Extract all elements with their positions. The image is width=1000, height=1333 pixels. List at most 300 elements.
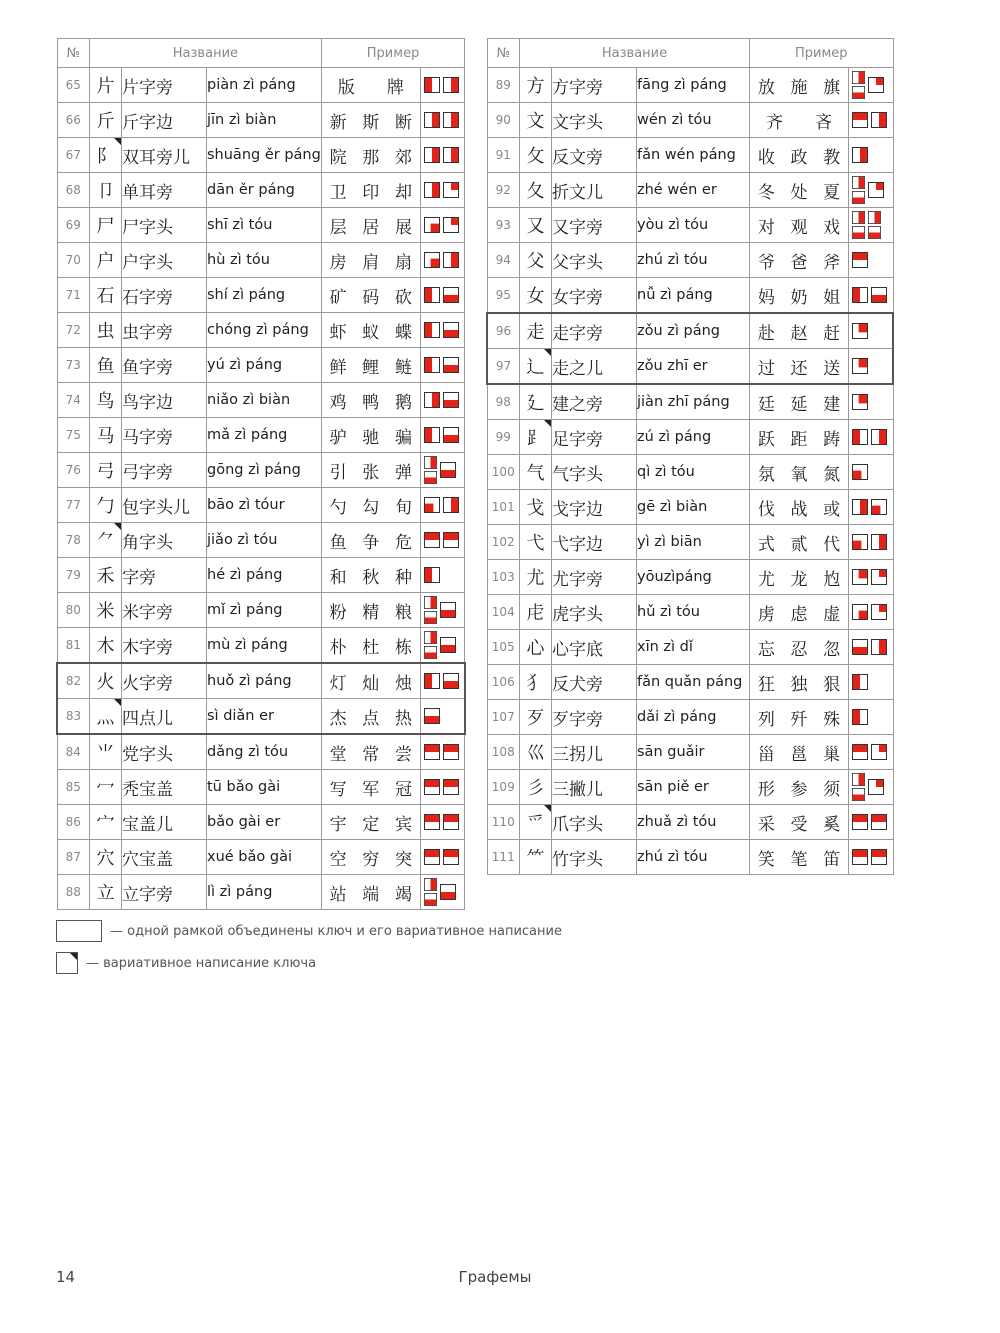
example-char: 伐 — [757, 499, 775, 520]
radical-key: 走 — [520, 313, 552, 349]
row-number: 106 — [487, 665, 520, 700]
example-char: 宇 — [329, 814, 347, 835]
row-number: 76 — [57, 453, 90, 488]
example-char: 斧 — [823, 252, 841, 273]
radical-pinyin: zhuǎ zì tóu — [637, 805, 750, 840]
radical-pinyin: hé zì páng — [207, 558, 322, 593]
structure-icon — [852, 287, 868, 303]
table-row — [487, 278, 893, 314]
example-char: 妈 — [757, 287, 775, 308]
radical-key: 穴 — [90, 840, 122, 875]
radical-key: 犭 — [520, 665, 552, 700]
row-number: 89 — [487, 68, 520, 103]
example-char: 忍 — [790, 639, 808, 660]
radical-pinyin: mù zì páng — [207, 628, 322, 664]
row-number: 67 — [57, 138, 90, 173]
example-char: 奚 — [823, 814, 841, 835]
radical-name: 竹字头 — [552, 840, 637, 875]
structure-icons-cell — [420, 734, 465, 770]
example-char: 驰 — [362, 427, 380, 448]
row-number: 72 — [57, 313, 90, 348]
example-char: 收 — [757, 147, 775, 168]
examples-cell — [750, 420, 849, 455]
table-row — [57, 208, 465, 243]
example-char: 常 — [362, 744, 380, 765]
example-char: 端 — [362, 884, 380, 905]
structure-icon — [424, 497, 440, 513]
example-char: 甾 — [757, 744, 775, 765]
table-row — [487, 313, 893, 349]
structure-icon — [424, 77, 440, 93]
example-char: 军 — [362, 779, 380, 800]
example-char: 突 — [394, 849, 412, 870]
structure-icon — [852, 674, 868, 690]
examples-cell — [750, 490, 849, 525]
radical-key: 鱼 — [90, 348, 122, 383]
radical-name: 石字旁 — [122, 278, 207, 313]
structure-icons-cell — [849, 243, 894, 278]
structure-icons-cell — [849, 525, 894, 560]
structure-icon — [424, 567, 440, 583]
radical-pinyin: huǒ zì páng — [207, 663, 322, 699]
examples-cell — [750, 455, 849, 490]
radical-key: 马 — [90, 418, 122, 453]
structure-icon — [424, 322, 440, 338]
radical-key: ⺈ — [90, 523, 122, 558]
example-char: 采 — [757, 814, 775, 835]
row-number: 109 — [487, 770, 520, 805]
examples-cell — [750, 384, 849, 420]
structure-icon — [852, 709, 868, 725]
legend-frame — [56, 920, 562, 942]
radical-key: 灬 — [90, 699, 122, 735]
structure-icon — [852, 773, 865, 786]
radical-name: 四点儿 — [122, 699, 207, 735]
structure-icons-cell — [420, 103, 465, 138]
example-char: 烛 — [394, 673, 412, 694]
radical-key: 文 — [520, 103, 552, 138]
structure-icon — [443, 147, 459, 163]
row-number: 88 — [57, 875, 90, 910]
example-char: 尥 — [823, 569, 841, 590]
radical-key: 爫 — [520, 805, 552, 840]
row-number: 71 — [57, 278, 90, 313]
radical-key: 攵 — [520, 138, 552, 173]
example-char: 尤 — [757, 569, 775, 590]
examples-cell — [321, 628, 420, 664]
example-char: 危 — [394, 532, 412, 553]
example-char: 驴 — [329, 427, 347, 448]
structure-icon — [424, 357, 440, 373]
structure-icons-cell — [420, 138, 465, 173]
table-row — [57, 840, 465, 875]
radical-key: 火 — [90, 663, 122, 699]
structure-icon — [443, 392, 459, 408]
table-row — [57, 68, 465, 103]
row-number: 80 — [57, 593, 90, 628]
row-number: 70 — [57, 243, 90, 278]
example-char: 点 — [362, 708, 380, 729]
structure-icons-cell — [420, 593, 465, 628]
example-char: 冬 — [757, 182, 775, 203]
row-number: 73 — [57, 348, 90, 383]
radical-pinyin: niǎo zì biàn — [207, 383, 322, 418]
structure-icons-cell — [420, 770, 465, 805]
radical-pinyin: zǒu zhī er — [637, 349, 750, 385]
table-row — [57, 875, 465, 910]
row-number: 65 — [57, 68, 90, 103]
structure-icon — [443, 112, 459, 128]
radical-key: 虍 — [520, 595, 552, 630]
examples-cell — [750, 840, 849, 875]
radical-name: 米字旁 — [122, 593, 207, 628]
table-row — [57, 523, 465, 558]
table-row — [487, 455, 893, 490]
radical-name: 单耳旁 — [122, 173, 207, 208]
radical-name: 女字旁 — [552, 278, 637, 314]
table-row — [487, 770, 893, 805]
structure-icon — [443, 744, 459, 760]
radical-name: 党字头 — [122, 734, 207, 770]
example-char: 邕 — [790, 744, 808, 765]
structure-icon-stack — [424, 878, 437, 906]
structure-icon — [852, 252, 868, 268]
structure-icons-cell — [420, 558, 465, 593]
radical-name: 建之旁 — [552, 384, 637, 420]
radical-name: 斤字边 — [122, 103, 207, 138]
row-number: 90 — [487, 103, 520, 138]
table-row — [57, 734, 465, 770]
radical-key: ⺮ — [520, 840, 552, 875]
row-number: 99 — [487, 420, 520, 455]
structure-icons-cell — [420, 278, 465, 313]
structure-icon — [440, 462, 456, 478]
radical-name: 弓字旁 — [122, 453, 207, 488]
structure-icons-cell — [420, 840, 465, 875]
table-row — [57, 103, 465, 138]
row-number: 82 — [57, 663, 90, 699]
radical-key: 冖 — [90, 770, 122, 805]
structure-icon — [852, 191, 865, 204]
structure-icon — [424, 427, 440, 443]
row-number: 111 — [487, 840, 520, 875]
structure-icon — [852, 71, 865, 84]
radical-key: ⻊ — [520, 420, 552, 455]
example-char: 那 — [362, 147, 380, 168]
structure-icon — [443, 322, 459, 338]
radical-pinyin: sān guǎir — [637, 735, 750, 770]
example-char: 版 — [337, 77, 355, 98]
example-char: 齐 — [766, 112, 783, 133]
radical-key: 尸 — [90, 208, 122, 243]
structure-icons-cell — [849, 349, 894, 385]
radical-name: 走之儿 — [552, 349, 637, 385]
structure-icon — [871, 499, 887, 515]
radical-name: 木字旁 — [122, 628, 207, 664]
structure-icons-cell — [420, 173, 465, 208]
row-number: 107 — [487, 700, 520, 735]
structure-icon — [852, 569, 868, 585]
legend-frame-box — [56, 920, 102, 942]
radical-name: 字旁 — [122, 558, 207, 593]
radical-pinyin: shí zì páng — [207, 278, 322, 313]
example-char: 殊 — [823, 709, 841, 730]
radical-name: 穴宝盖 — [122, 840, 207, 875]
radical-name: 双耳旁儿 — [122, 138, 207, 173]
example-char: 旗 — [823, 77, 841, 98]
example-char: 牌 — [386, 77, 404, 98]
example-char: 夏 — [823, 182, 841, 203]
structure-icons-cell — [420, 488, 465, 523]
example-char: 踌 — [823, 429, 841, 450]
radical-pinyin: xué bǎo gài — [207, 840, 322, 875]
structure-icons-cell — [420, 628, 465, 664]
row-number: 103 — [487, 560, 520, 595]
table-row — [57, 138, 465, 173]
radicals-table-right — [486, 38, 894, 875]
example-char: 式 — [757, 534, 775, 555]
examples-cell — [321, 138, 420, 173]
radical-pinyin: lì zì páng — [207, 875, 322, 910]
structure-icons-cell — [849, 313, 894, 349]
structure-icons-cell — [420, 208, 465, 243]
example-char: 写 — [329, 779, 347, 800]
row-number: 77 — [57, 488, 90, 523]
structure-icons-cell — [849, 103, 894, 138]
example-char: 精 — [362, 602, 380, 623]
example-char: 蚁 — [362, 322, 380, 343]
structure-icon — [871, 604, 887, 620]
structure-icon — [443, 814, 459, 830]
example-char: 赵 — [790, 323, 808, 344]
radical-key: ⺌ — [90, 734, 122, 770]
radical-name: 鸟字边 — [122, 383, 207, 418]
example-char: 跃 — [757, 429, 775, 450]
example-char: 竭 — [394, 884, 412, 905]
row-number: 79 — [57, 558, 90, 593]
examples-cell — [321, 558, 420, 593]
example-char: 虚 — [823, 604, 841, 625]
example-char: 断 — [394, 112, 412, 133]
example-char: 扇 — [394, 252, 412, 273]
example-char: 卫 — [329, 182, 347, 203]
structure-icon — [868, 211, 881, 224]
radical-key: 虫 — [90, 313, 122, 348]
radical-pinyin: gōng zì páng — [207, 453, 322, 488]
radical-name: 气字头 — [552, 455, 637, 490]
radical-name: 宝盖儿 — [122, 805, 207, 840]
example-char: 争 — [362, 532, 380, 553]
structure-icon — [443, 357, 459, 373]
header-name: Название — [520, 39, 750, 68]
table-row — [487, 243, 893, 278]
row-number: 102 — [487, 525, 520, 560]
example-char: 施 — [790, 77, 808, 98]
row-number: 92 — [487, 173, 520, 208]
example-char: 郊 — [394, 147, 412, 168]
structure-icons-cell — [420, 313, 465, 348]
structure-icon-stack — [868, 211, 881, 239]
structure-icon — [852, 112, 868, 128]
radical-key: 户 — [90, 243, 122, 278]
table-row — [57, 243, 465, 278]
examples-cell — [321, 805, 420, 840]
example-char: 弹 — [394, 462, 412, 483]
examples-cell — [750, 665, 849, 700]
radical-pinyin: fǎn wén páng — [637, 138, 750, 173]
radical-key: 夂 — [520, 173, 552, 208]
examples-cell — [321, 770, 420, 805]
radical-pinyin: sì diǎn er — [207, 699, 322, 735]
example-char: 虏 — [757, 604, 775, 625]
example-char: 独 — [790, 674, 808, 695]
radical-pinyin: yú zì páng — [207, 348, 322, 383]
table-row — [57, 383, 465, 418]
radical-name: 方字旁 — [552, 68, 637, 103]
example-char: 狠 — [823, 674, 841, 695]
example-char: 穷 — [362, 849, 380, 870]
radical-pinyin: chóng zì páng — [207, 313, 322, 348]
examples-cell — [750, 173, 849, 208]
structure-icons-cell — [849, 455, 894, 490]
example-char: 勺 — [329, 497, 347, 518]
table-row — [57, 805, 465, 840]
radical-pinyin: jiǎo zì tóu — [207, 523, 322, 558]
table-row — [487, 420, 893, 455]
structure-icon — [852, 464, 868, 480]
example-char: 冠 — [394, 779, 412, 800]
radical-key: 女 — [520, 278, 552, 314]
radical-key: 片 — [90, 68, 122, 103]
example-char: 印 — [362, 182, 380, 203]
example-char: 处 — [790, 182, 808, 203]
example-char: 氮 — [823, 464, 841, 485]
row-number: 100 — [487, 455, 520, 490]
structure-icons-cell — [420, 383, 465, 418]
radical-pinyin: zhú zì tóu — [637, 243, 750, 278]
row-number: 66 — [57, 103, 90, 138]
structure-icons-cell — [849, 278, 894, 314]
structure-icons-cell — [849, 208, 894, 243]
example-char: 距 — [790, 429, 808, 450]
examples-cell — [750, 278, 849, 314]
examples-cell — [321, 875, 420, 910]
header-num: № — [487, 39, 520, 68]
structure-icons-cell — [849, 560, 894, 595]
radical-pinyin: mǎ zì páng — [207, 418, 322, 453]
example-char: 房 — [329, 252, 347, 273]
example-char: 鲤 — [362, 357, 380, 378]
radical-name: 三撇儿 — [552, 770, 637, 805]
row-number: 83 — [57, 699, 90, 735]
examples-cell — [321, 383, 420, 418]
radicals-table-left — [56, 38, 466, 910]
radical-pinyin: sān piě er — [637, 770, 750, 805]
structure-icon — [852, 358, 868, 374]
structure-icon — [871, 744, 887, 760]
example-char: 骗 — [394, 427, 412, 448]
example-char: 奶 — [790, 287, 808, 308]
structure-icon — [443, 497, 459, 513]
example-char: 鸭 — [362, 392, 380, 413]
structure-icon — [440, 602, 456, 618]
structure-icon — [852, 534, 868, 550]
examples-cell — [321, 103, 420, 138]
example-char: 形 — [757, 779, 775, 800]
example-char: 却 — [394, 182, 412, 203]
examples-cell — [321, 208, 420, 243]
radical-pinyin: jiàn zhī páng — [637, 384, 750, 420]
structure-icon — [871, 112, 887, 128]
structure-icons-cell — [849, 665, 894, 700]
row-number: 110 — [487, 805, 520, 840]
radical-name: 角字头 — [122, 523, 207, 558]
example-char: 虾 — [329, 322, 347, 343]
radical-key: 弓 — [90, 453, 122, 488]
radical-name: 折文儿 — [552, 173, 637, 208]
example-char: 列 — [757, 709, 775, 730]
example-char: 定 — [362, 814, 380, 835]
page-number: 14 — [56, 1268, 76, 1286]
radical-key: 木 — [90, 628, 122, 664]
table-row — [487, 525, 893, 560]
structure-icon-stack — [424, 456, 437, 484]
radical-name: 三拐儿 — [552, 735, 637, 770]
example-char: 引 — [329, 462, 347, 483]
example-char: 肩 — [362, 252, 380, 273]
table-row — [57, 313, 465, 348]
structure-icons-cell — [849, 138, 894, 173]
example-char: 廷 — [757, 394, 775, 415]
radical-key: 又 — [520, 208, 552, 243]
legend-variant — [56, 952, 316, 974]
example-char: 赴 — [757, 323, 775, 344]
example-char: 居 — [362, 217, 380, 238]
examples-cell — [750, 595, 849, 630]
radical-name: 走字旁 — [552, 313, 637, 349]
structure-icons-cell — [849, 68, 894, 103]
radical-key: 辶 — [520, 349, 552, 385]
example-char: 站 — [329, 884, 347, 905]
structure-icon — [852, 211, 865, 224]
radical-pinyin: shuāng ěr páng — [207, 138, 322, 173]
structure-icon — [868, 182, 884, 198]
radical-name: 心字底 — [552, 630, 637, 665]
examples-cell — [750, 103, 849, 138]
structure-icon — [852, 323, 868, 339]
example-char: 歼 — [790, 709, 808, 730]
example-char: 朴 — [329, 637, 347, 658]
examples-cell — [321, 68, 420, 103]
structure-icon — [871, 569, 887, 585]
radical-name: 戈字边 — [552, 490, 637, 525]
structure-icon — [443, 427, 459, 443]
table-row — [487, 490, 893, 525]
examples-cell — [750, 525, 849, 560]
row-number: 93 — [487, 208, 520, 243]
radical-pinyin: nǚ zì páng — [637, 278, 750, 314]
structure-icon-stack — [852, 71, 865, 99]
radical-name: 片字旁 — [122, 68, 207, 103]
structure-icon — [424, 252, 440, 268]
examples-cell — [750, 349, 849, 385]
example-char: 秋 — [362, 567, 380, 588]
row-number: 97 — [487, 349, 520, 385]
structure-icon — [424, 182, 440, 198]
structure-icon — [424, 849, 440, 865]
structure-icons-cell — [849, 384, 894, 420]
example-char: 和 — [329, 567, 347, 588]
